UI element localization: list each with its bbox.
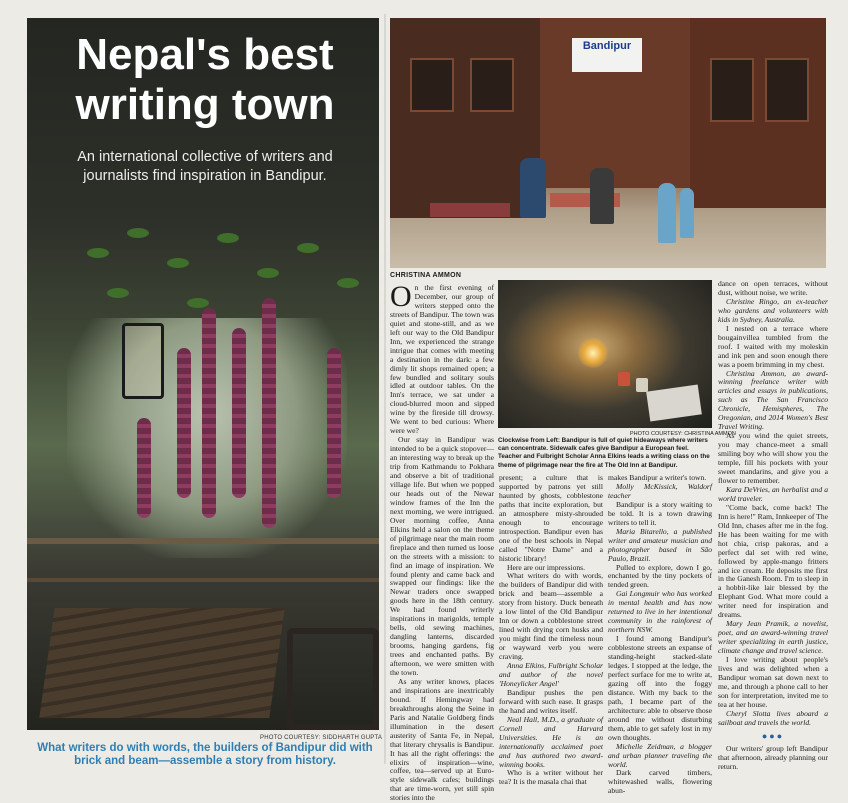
attribution: Gai Longmuir who has worked in mental health and has now returned to live in her intentional community in the rainforest of northern NSW.	[608, 589, 712, 635]
attribution: Cheryl Slotta lives aboard a sailboat and travels the world.	[718, 708, 828, 727]
chair-image	[287, 628, 379, 730]
article-paragraph: dance on open terraces, without dust, without noise, we write.	[718, 279, 828, 297]
article-paragraph: Pulled to explore, down I go, enchanted by the tiny pockets of tended green.	[608, 562, 712, 590]
fireside-photo	[498, 280, 712, 428]
attribution: Mary Jean Pramik, a novelist, poet, and an award-winning travel writer specializing in earth justice, climate change and travel science.	[718, 619, 828, 656]
photo-credit-small: PHOTO COURTESY: CHRISTINA AMMON	[630, 431, 736, 437]
attribution: Michelle Zeidman, a blogger and urban planner traveling the world.	[608, 741, 712, 769]
attribution: Maria Bitarello, a published writer and amateur musician and photographer based in São Paulo, Brazil.	[608, 526, 712, 563]
article-paragraph: Our writers' group left Bandipur that afternoon, already planning our return.	[718, 743, 828, 771]
article-column-4	[718, 279, 828, 771]
article-paragraph: Our stay in Bandipur was intended to be a quick stopover—an interesting way to break up the trip from Kathmandu to Pokhara and observe a bit of traditional village life. But when we popped our heads out of the Newar window frames of the Inn the next morning, we were intrigued. Over morning coffee, Anna Elkins held a salon on the theme of pilgrimage near the main room fireplace and then turned us loose on the streets with a mission: to find an image of inspiration. We found plenty and came back and swapped our findings: like the Newar traders once swapped goods here in the 18th century. We had found writerly inspirations in marigolds, temple bells, old sewing machines, dangling lanterns, discarded brooms, hanging gardens, fig trees and enchanted paths. By afternoon, we were smitten with the town.	[390, 435, 494, 677]
attribution: Christina Ammon, an award-winning freelance writer with articles and essays in publications, such as The San Francisco Chronicle, Hemispheres, The Oregonian, and 2014 Women's Best Travel Writing.	[718, 368, 828, 432]
attribution: Christine Ringo, an ex-teacher who gardens and volunteers with kids in Sydney, Australia.	[718, 296, 828, 324]
headline: Nepal's best writing town	[75, 30, 335, 129]
article-column-2	[499, 473, 603, 787]
article-paragraph: As any writer knows, places and inspirations are inextricably bound. If Hemingway had breakthroughs along the Seine in Paris and Natalie Goldberg finds illumination in the desert austerity of Santa Fe, in Nepal, that literary chrysalis is Bandipur. It has all the right offerings: the elixirs of inspiration—wine, coffee, tea—served up at Euro-style sidewalk cafes; buildings that are time-worn, yet still spin stories into the	[390, 676, 494, 803]
article-paragraph: I love writing about people's lives and was delighted when a Bandipur woman sat down next to me, and through a phone call to her son for interpretation, invited me to tea at her house.	[718, 655, 828, 709]
article-paragraph: "Come back, come back! The Inn is here!" Ram, Innkeeper of The Old Inn, chases after me in the fog. He has been waiting for me with hot chia, crisp pakoras, and a perfect dal set with red wine, followed by apple-mango fritters and ice cream. He deposits me first in the Ganesh Room. I'm to sleep in a hobbit-like lair blessed by the Elephant God. What more could a writer need for inspiration and dreams.	[718, 502, 828, 620]
section-dots-icon: ●●●	[761, 730, 785, 741]
lantern-image	[122, 323, 164, 399]
pull-quote-caption: What writers do with words, the builders of Bandipur did with brick and beam—assemble a story from history.	[37, 742, 373, 767]
shop-sign: Bandipur	[572, 38, 642, 72]
attribution: Kara DeVries, an herbalist and a world traveler.	[718, 484, 828, 503]
attribution: Anna Elkins, Fulbright Scholar and author of the novel 'Honeylicker Angel'	[499, 661, 603, 688]
article-paragraph: What writers do with words, the builders of Bandipur did with brick and beam—assemble a story from history. Duck beneath a low lintel of the Old Bandipur Inn or down a cobblestone street lined with drying corn husks and you might find the timeless noun or wayward verb you were craving.	[499, 571, 603, 662]
article-paragraph: n the first evening of December, our group of writers stepped onto the streets of Bandipur. The town was quiet and stone-still, and as we left our way to the Old Bandipur Inn, we experienced the strange intrigue that comes with meeting a destination in the dark: a few dimly lit shops remained open; a few bundled and solitary souls idled at outdoor tables. On the Inn's terrace, we sat under a cloud-blurred moon and sipped wine by the fireside till drowsy. We went to bed curious: Where were we?	[390, 283, 494, 436]
article-paragraph: As you wind the quiet streets, you may chance-meet a small smiling boy who will show you the temple, fill his pockets with your sweet mandarins, and give you a flower to remember.	[718, 431, 828, 485]
article-paragraph: Who is a writer without her tea? It is the masala chai that	[499, 768, 603, 787]
article-paragraph: Bandipur is a story waiting to be told. It is a town drawing writers to tell it.	[608, 499, 712, 527]
street-photo	[390, 18, 826, 268]
table-image	[39, 608, 284, 718]
article-paragraph: makes Bandipur a writer's town.	[608, 473, 707, 482]
article-paragraph: Dark carved timbers, whitewashed walls, flowering abun-	[608, 768, 712, 796]
attribution: Molly McKissick, Waldorf teacher	[608, 481, 712, 500]
article-column-1	[390, 280, 494, 803]
article-paragraph: I found among Bandipur's cobblestone streets an expanse of standing-height stacked-slate ledges. I stopped at the ledge, the perfect surface for me to write at, gazing off into the foggy distance. With my back to the path, I became part of the architecture: able to observe those around me without disturbing them, able to get safely lost in my own thoughts.	[608, 634, 712, 742]
article-column-3	[608, 473, 712, 796]
article-paragraph: Here are our impressions.	[507, 562, 586, 572]
subheadline: An international collective of writers and journalists find inspiration in Bandipur.	[77, 149, 333, 184]
byline: CHRISTINA AMMON	[390, 272, 462, 279]
attribution: Neal Hall, M.D., a graduate of Cornell and Harvard Universities. He is an internationally acclaimed poet and has authored two award-winning books.	[499, 714, 603, 769]
drop-cap: O	[390, 280, 412, 313]
photo-credit: PHOTO COURTESY: SIDDHARTH GUPTA	[260, 735, 383, 741]
column-gutter	[384, 14, 386, 764]
article-paragraph: Bandipur pushes the pen forward with such ease. It grasps the hand and writes itself.	[499, 687, 603, 715]
article-paragraph: I nested on a terrace where bougainvillea tumbled from the roof. I waited with my moleskin and ink pen and soon enough there was a poem brimming in my chest.	[718, 323, 828, 369]
photo-caption: Clockwise from Left: Bandipur is full of quiet hideaways where writers can concentrate. Sidewalk cafes give Bandipur a European feel. Teacher and Fulbright Scholar Anna Elkins leads a writing class on the theme of pilgrimage near the fire at The Old Inn at Bandipur.	[498, 437, 710, 469]
article-paragraph: present; a culture that is supported by patrons yet still haunted by ghosts, cobblestone paths that incite exploration, but an atmosphere misty-shrouded enough to encourage introspection. Bandipur even has one of the best schools in Nepal called "Notre Dame" and a historic library!	[499, 473, 603, 563]
